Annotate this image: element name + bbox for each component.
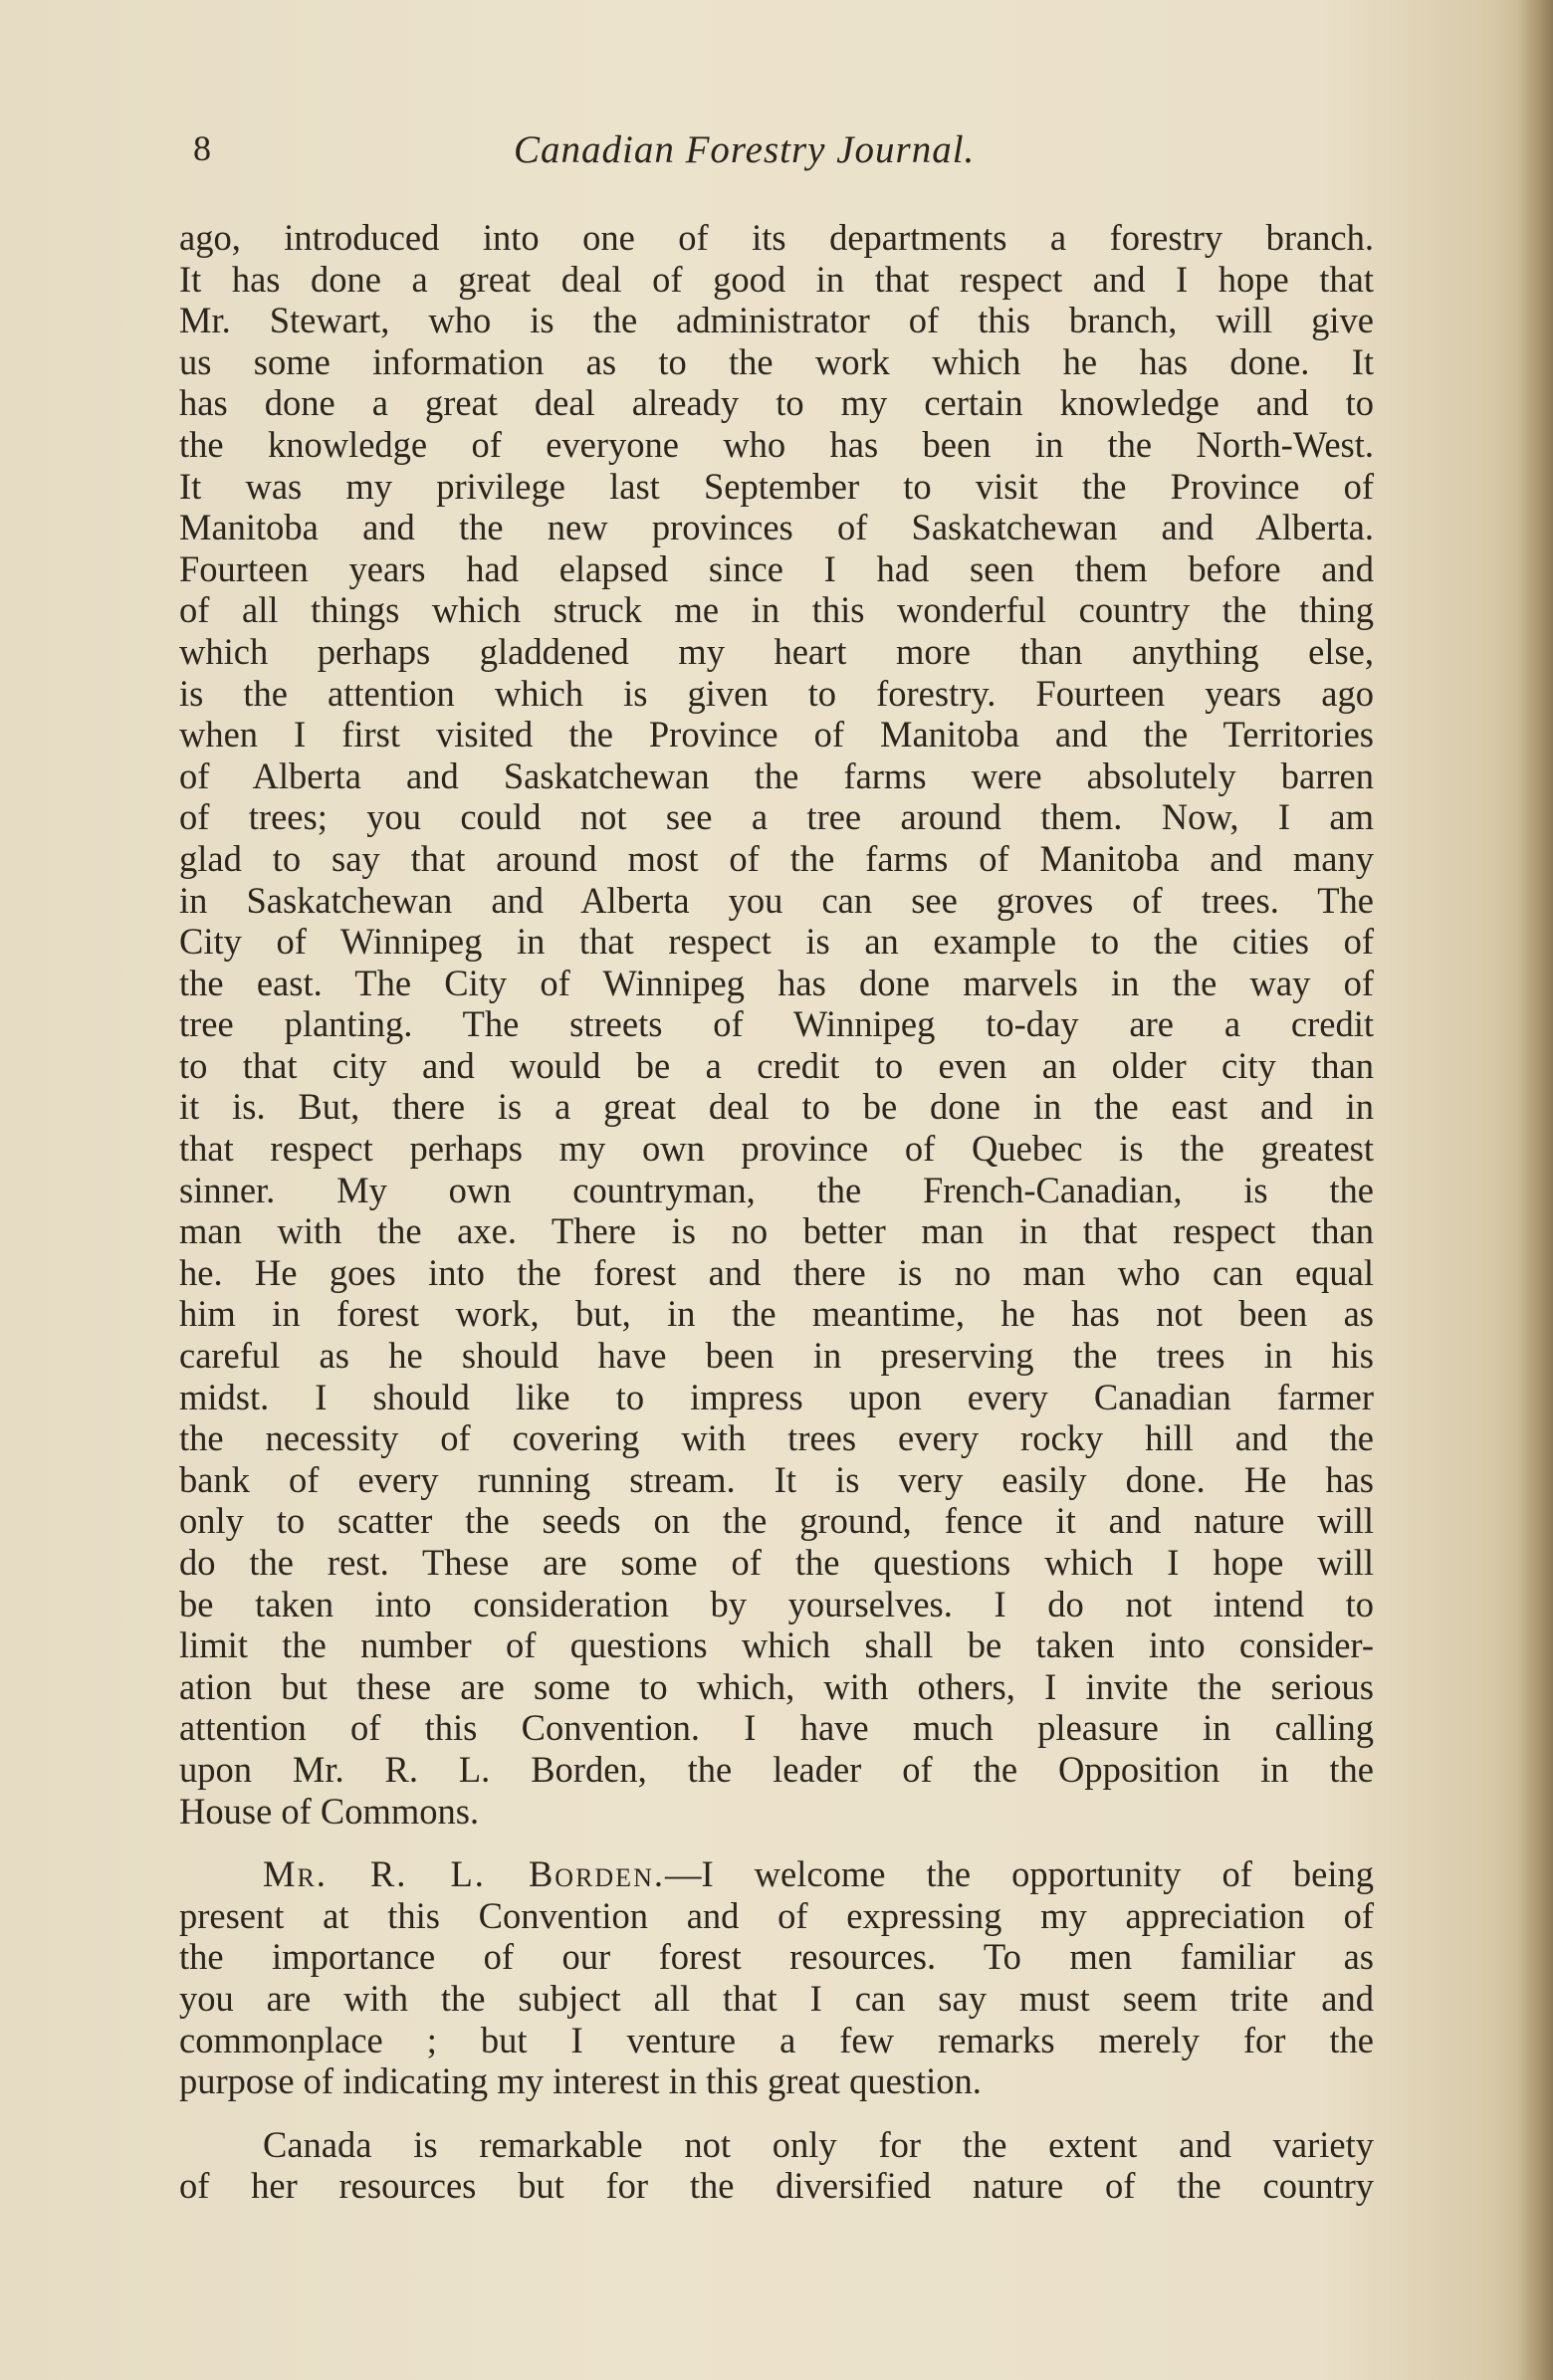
text-line: when I first visited the Province of Manitoba and the Territories bbox=[179, 714, 1374, 756]
text-line: House of Commons. bbox=[179, 1790, 480, 1832]
text-line: the importance of our forest resources. To men familiar as bbox=[179, 1936, 1374, 1978]
page-number: 8 bbox=[193, 128, 211, 168]
text-line: the east. The City of Winnipeg has done marvels in the way of bbox=[179, 962, 1374, 1003]
text-line: of trees; you could not see a tree around them. Now, I am bbox=[179, 796, 1374, 838]
text-line: attention of this Convention. I have much pleasure in calling bbox=[179, 1707, 1374, 1749]
text-line: Fourteen years had elapsed since I had seen them before and bbox=[179, 547, 1374, 589]
text-line: is the attention which is given to forestry. Fourteen years ago bbox=[179, 672, 1374, 714]
text-line: midst. I should like to impress upon every Canadian farmer bbox=[179, 1376, 1374, 1417]
text-line: It has done a great deal of good in that respect and I hope that bbox=[179, 258, 1374, 300]
speaker-name: Mr. R. L. Borden. bbox=[263, 1853, 665, 1895]
text-line: to that city and would be a credit to even an older city than bbox=[179, 1044, 1374, 1086]
text-line: in Saskatchewan and Alberta you can see groves of trees. The bbox=[179, 879, 1374, 921]
running-header bbox=[193, 127, 1388, 187]
text-line: bank of every running stream. It is very easily done. He has bbox=[179, 1458, 1374, 1500]
text-line: man with the axe. There is no better man in that respect than bbox=[179, 1210, 1374, 1252]
text-line: Canada is remarkable not only for the extent and variety bbox=[263, 2123, 1374, 2165]
text-line: ation but these are some to which, with others, I invite the serious bbox=[179, 1665, 1374, 1707]
text-line: us some information as to the work which he has done. It bbox=[179, 340, 1374, 382]
paragraph-canada-resources bbox=[179, 2124, 1374, 2207]
paragraph-spacing bbox=[179, 1832, 1374, 1853]
text-line: of her resources but for the diversified nature of the country bbox=[179, 2165, 1374, 2207]
text-line: tree planting. The streets of Winnipeg to-day are a credit bbox=[179, 1003, 1374, 1045]
text-line: him in forest work, but, in the meantime, he has not been as bbox=[179, 1293, 1374, 1335]
text-line: upon Mr. R. L. Borden, the leader of the Opposition in the bbox=[179, 1748, 1374, 1790]
speech-opening: —I welcome the opportunity of being bbox=[664, 1853, 1374, 1895]
text-line: that respect perhaps my own province of Quebec is the greatest bbox=[179, 1128, 1374, 1170]
text-line: only to scatter the seeds on the ground, fence it and nature will bbox=[179, 1500, 1374, 1542]
page-binding-shadow bbox=[1517, 0, 1553, 2380]
text-line: it is. But, there is a great deal to be done in the east and in bbox=[179, 1086, 1374, 1128]
text-line: purpose of indicating my interest in this great question. bbox=[179, 2060, 982, 2102]
text-line: be taken into consideration by yourselves. I do not intend to bbox=[179, 1583, 1374, 1624]
text-line: has done a great deal already to my certain knowledge and to bbox=[179, 382, 1374, 424]
text-line: the knowledge of everyone who has been in the North-West. bbox=[179, 423, 1374, 465]
text-line: It was my privilege last September to visit the Province of bbox=[179, 465, 1374, 507]
text-line: commonplace ; but I venture a few remarks merely for the bbox=[179, 2019, 1374, 2060]
text-line: City of Winnipeg in that respect is an example to the cities of bbox=[179, 921, 1374, 963]
text-line: glad to say that around most of the farms of Manitoba and many bbox=[179, 837, 1374, 879]
text-line: Mr. Stewart, who is the administrator of this branch, will give bbox=[179, 300, 1374, 341]
paragraph-spacing bbox=[179, 2102, 1374, 2124]
text-line: he. He goes into the forest and there is no man who can equal bbox=[179, 1251, 1374, 1293]
text-line: which perhaps gladdened my heart more than anything else, bbox=[179, 630, 1374, 672]
journal-title: Canadian Forestry Journal. bbox=[514, 128, 976, 171]
paragraph-borden-speech bbox=[179, 1853, 1374, 2102]
text-line: of all things which struck me in this wonderful country the thing bbox=[179, 589, 1374, 631]
text-line: do the rest. These are some of the questions which I hope will bbox=[179, 1542, 1374, 1583]
text-line: ago, introduced into one of its departments a forestry branch. bbox=[179, 217, 1374, 258]
text-line-speaker bbox=[179, 1853, 1374, 1895]
text-line: careful as he should have been in preserving the trees in his bbox=[179, 1335, 1374, 1377]
paragraph-introduction bbox=[179, 217, 1374, 1832]
article-body bbox=[179, 217, 1374, 2207]
text-line: present at this Convention and of expressing my appreciation of bbox=[179, 1894, 1374, 1936]
text-line: you are with the subject all that I can say must seem trite and bbox=[179, 1977, 1374, 2019]
text-line: the necessity of covering with trees every rocky hill and the bbox=[179, 1417, 1374, 1459]
text-line: Manitoba and the new provinces of Saskatchewan and Alberta. bbox=[179, 507, 1374, 548]
text-line: sinner. My own countryman, the French-Canadian, is the bbox=[179, 1169, 1374, 1210]
text-line: limit the number of questions which shall be taken into consider- bbox=[179, 1624, 1374, 1666]
text-line: of Alberta and Saskatchewan the farms were absolutely barren bbox=[179, 755, 1374, 796]
